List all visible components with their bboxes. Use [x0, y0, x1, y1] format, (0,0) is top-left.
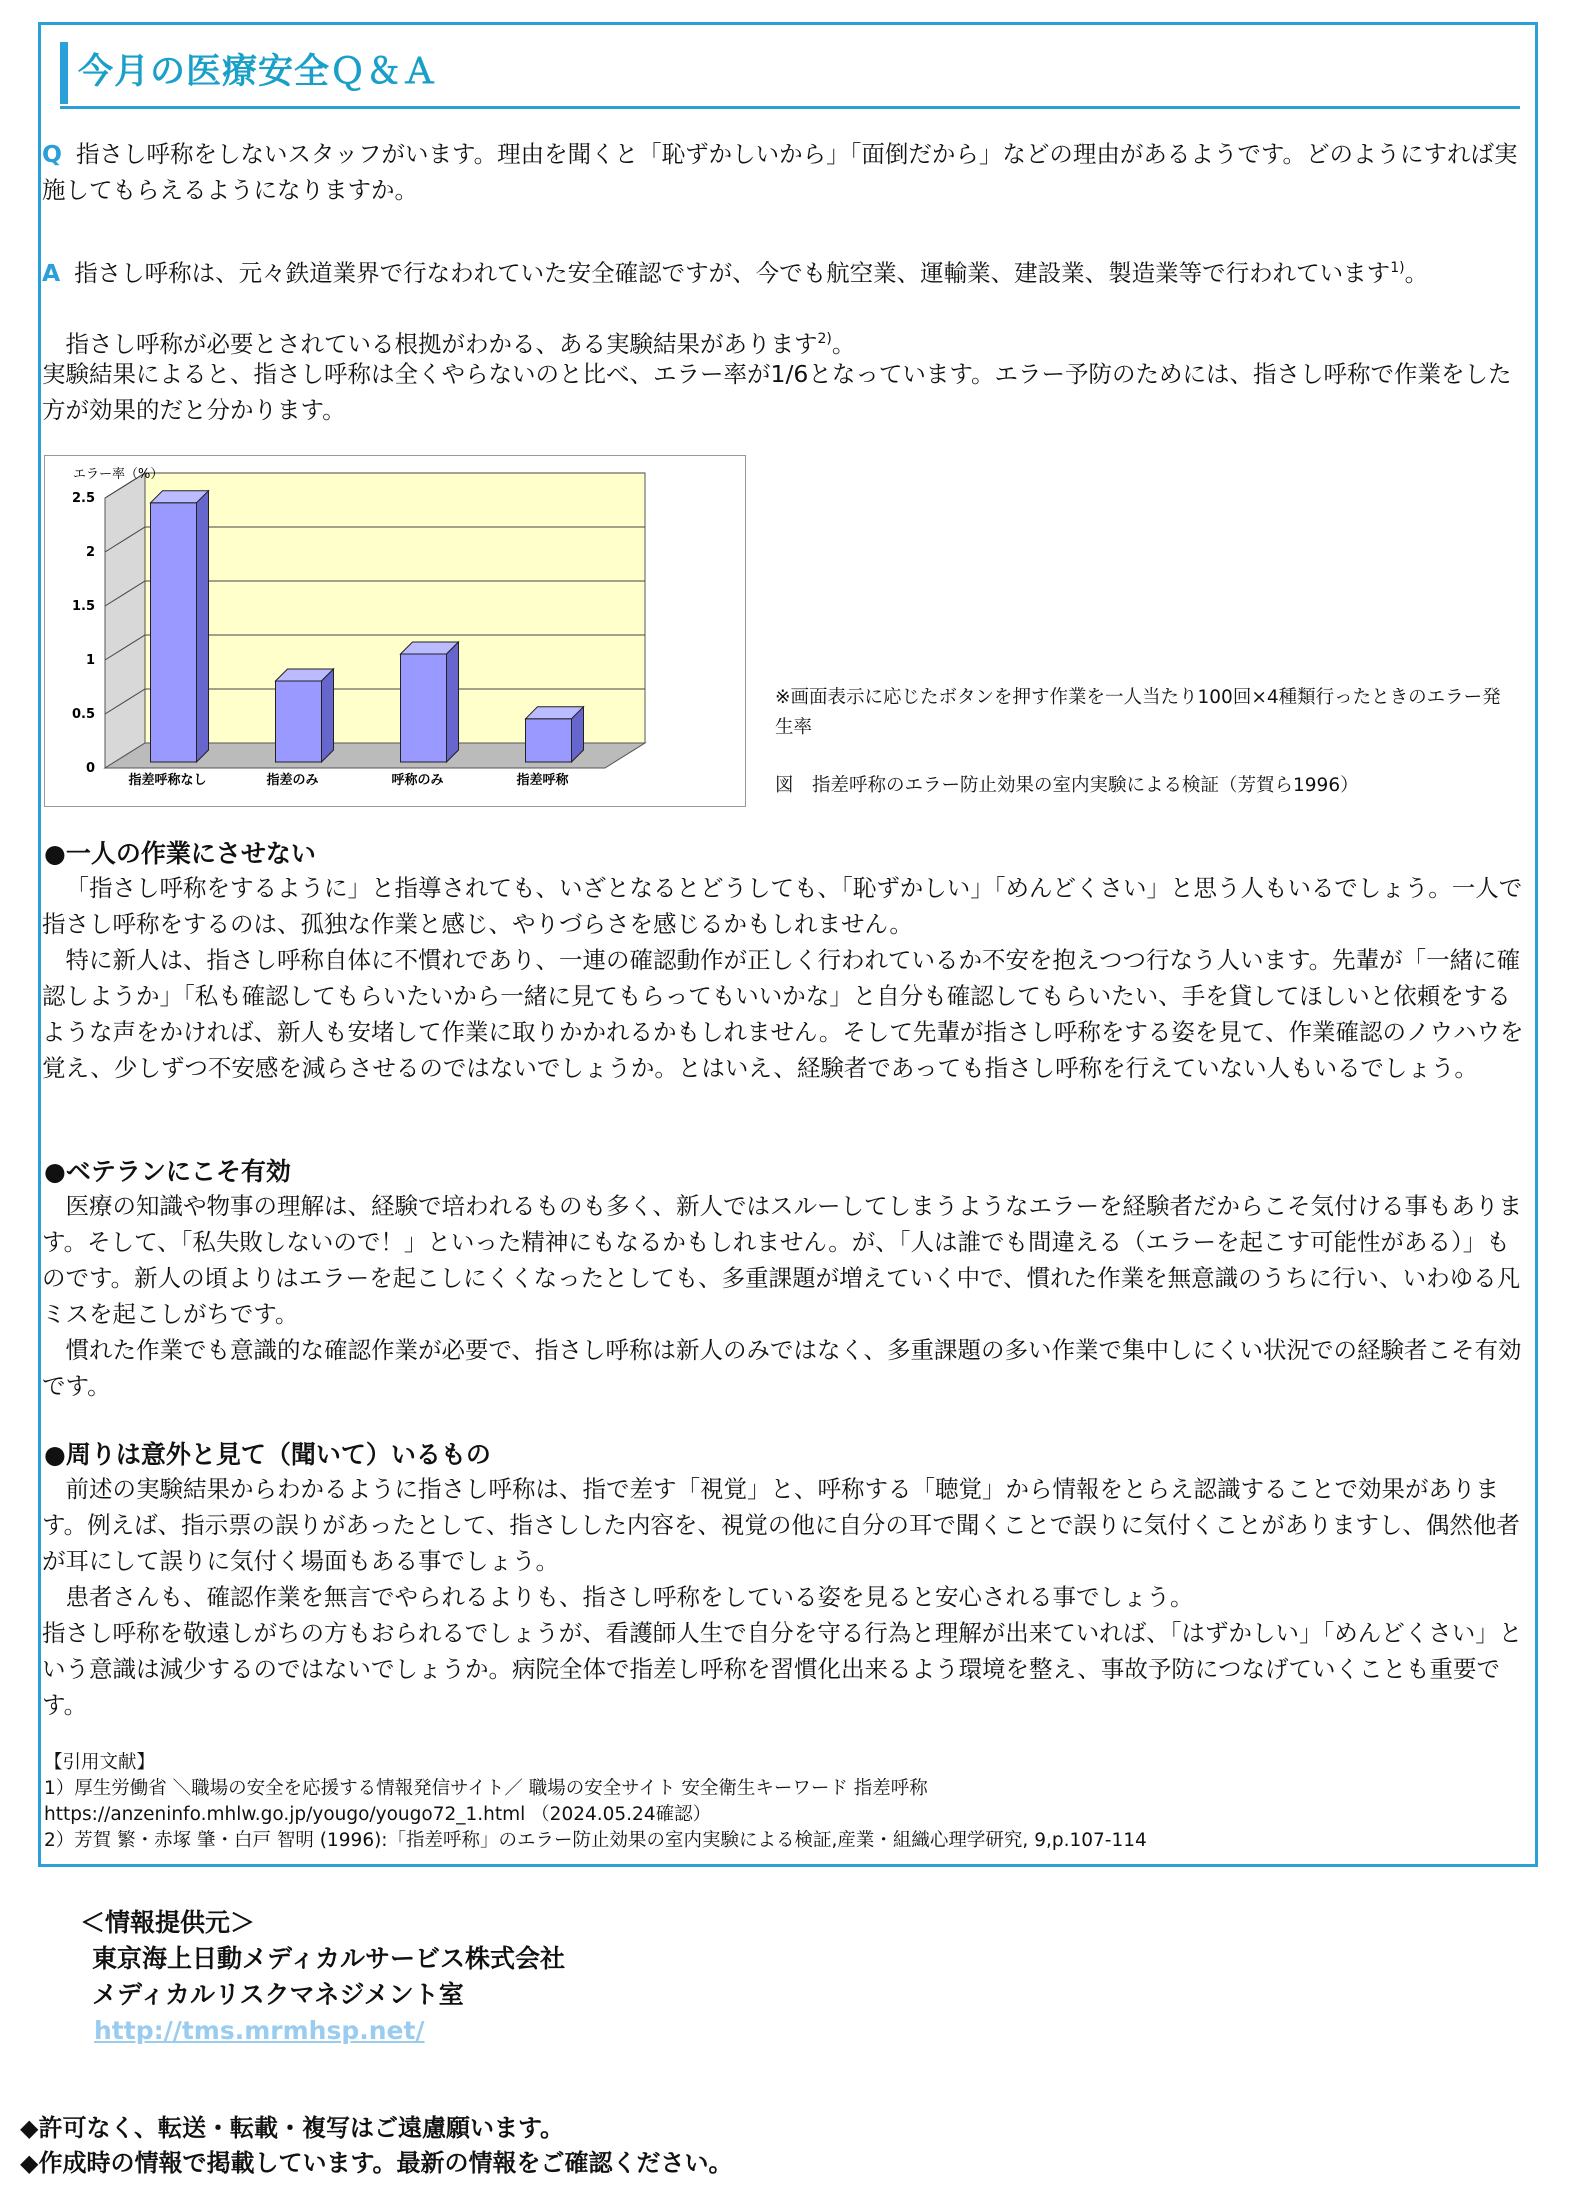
page-title: 今月の医療安全Ｑ＆Ａ: [78, 52, 439, 92]
chart-bar: [401, 654, 447, 762]
chart-x-tick-label: 呼称のみ: [391, 773, 444, 788]
chart-note: ※画面表示に応じたボタンを押す作業を一人当たり100回×4種類行ったときのエラー発生率: [775, 687, 1501, 738]
section-3-para-3: 指さし呼称を敬遠しがちの方もおられるでしょうが、看護師人生で自分を守る行為と理解が出来ていれば、「はずかしい」「めんどくさい」という意識は減少するのではないでしょうか。病院全体で指差し呼称を習慣化出来るよう環境を整え、事故予防につなげていくことも重要です。: [42, 1619, 1523, 1719]
chart-y-tick-label: 0: [85, 761, 95, 776]
section-3-heading: ●周りは意外と見て（聞いて）いるもの: [44, 1440, 491, 1469]
chart-y-tick-label: 2.5: [71, 491, 95, 506]
reference-line-3: 2）芳賀 繁・赤塚 肇・白戸 智明 (1996):「指差呼称」のエラー防止効果の室内実験による検証,産業・組織心理学研究, 9,p.107-114: [44, 1830, 1147, 1851]
provider-block: [80, 1905, 565, 2049]
answer-text-2: 指さし呼称が必要とされている根拠がわかる、ある実験結果があります: [65, 329, 818, 358]
provider-label: ＜情報提供元＞: [80, 1908, 256, 1937]
chart-bar: [526, 719, 572, 762]
chart-svg: [45, 456, 745, 806]
chart-bar-side: [197, 491, 209, 762]
title-underline: [60, 106, 1520, 109]
references: [44, 1750, 1524, 1854]
answer-paragraph-3: 実験結果によると、指さし呼称は全くやらないのと比べ、エラー率が1/6となっています。エラー予防のためには、指さし呼称で作業をした方が効果的だと分かります。: [42, 360, 1512, 424]
title-accent-bar: [60, 42, 68, 104]
chart-y-tick-label: 0.5: [71, 707, 95, 722]
error-rate-chart: [44, 455, 746, 807]
section-2-para-2: 慣れた作業でも意識的な確認作業が必要で、指さし呼称は新人のみではなく、多重課題の多い作業で集中しにくい状況での経験者こそ有効です。: [42, 1336, 1522, 1400]
section-3-para-1: 前述の実験結果からわかるように指さし呼称は、指で差す「視覚」と、呼称する「聴覚」から情報をとらえ認識することで効果があります。例えば、指示票の誤りがあったとして、指さしした内容を、視覚の他に自分の耳で聞くことで誤りに気付くことがありますし、偶然他者が耳にして誤りに気付く場面もある事でしょう。: [42, 1475, 1520, 1575]
question-letter: Q: [42, 140, 62, 168]
chart-x-tick-label: 指差呼称: [516, 773, 569, 788]
ref-sup-1: 1): [1390, 260, 1405, 276]
chart-y-tick-label: 2: [85, 545, 95, 560]
answer-text-1: 指さし呼称は、元々鉄道業界で行なわれていた安全確認ですが、今でも航空業、運輸業、建設業、製造業等で行われています: [74, 258, 1391, 287]
provider-dept: メディカルリスクマネジメント室: [92, 1980, 464, 2009]
answer-text-1-end: 。: [1404, 258, 1429, 287]
chart-bar-side: [447, 642, 459, 762]
chart-x-tick-label: 指差のみ: [266, 773, 319, 788]
chart-plot-wall: [145, 473, 645, 743]
answer-paragraph-1: [42, 250, 1532, 291]
reference-line-1: 1）厚生労働省 ＼職場の安全を応援する情報発信サイト／ 職場の安全サイト 安全衛生キーワード 指差呼称: [44, 1778, 928, 1799]
chart-y-axis-label: エラー率（%）: [73, 467, 164, 482]
reference-line-2: https://anzeninfo.mhlw.go.jp/yougo/yougo72_1.html （2024.05.24確認）: [44, 1804, 712, 1825]
references-heading: 【引用文献】: [44, 1752, 156, 1773]
section-2-para-1: 医療の知識や物事の理解は、経験で培われるものも多く、新人ではスルーしてしまうようなエラーを経験者だからこそ気付ける事もあります。そして、「私失敗しないので！」といった精神にもなるかもしれません。が、「人は誰でも間違える（エラーを起こす可能性がある）」ものです。新人の頃よりはエラーを起こしにくくなったとしても、多重課題が増えていく中で、慣れた作業を無意識のうちに行い、いわゆる凡ミスを起こしがちです。: [42, 1192, 1523, 1328]
question-text: 指さし呼称をしないスタッフがいます。理由を聞くと「恥ずかしいから」「面倒だから」などの理由があるようです。どのようにすれば実施してもらえるようになりますか。: [42, 140, 1518, 204]
section-1-para-1: 「指さし呼称をするように」と指導されても、いざとなるとどうしても、「恥ずかしい」「めんどくさい」と思う人もいるでしょう。一人で指さし呼称をするのは、孤独な作業と感じ、やりづらさを感じるかもしれません。: [42, 874, 1523, 938]
ref-sup-2: 2): [817, 331, 832, 347]
provider-company: 東京海上日動メディカルサービス株式会社: [92, 1944, 566, 1973]
question-paragraph: [42, 136, 1532, 208]
chart-x-tick-label: 指差呼称なし: [128, 773, 207, 788]
answer-text-2-end: 。: [831, 329, 856, 358]
chart-bar: [276, 681, 322, 762]
answer-letter: A: [42, 258, 61, 287]
section-1-heading: ●一人の作業にさせない: [44, 839, 316, 868]
chart-caption: 図 指差呼称のエラー防止効果の室内実験による検証（芳賀ら1996）: [775, 775, 1359, 796]
notice-2: ◆作成時の情報で掲載しています。最新の情報をご確認ください。: [20, 2149, 733, 2177]
provider-url-link[interactable]: http://tms.mrmhsp.net/: [94, 2016, 425, 2045]
chart-y-tick-label: 1.5: [71, 599, 95, 614]
chart-side-wall: [105, 473, 145, 768]
chart-bar-side: [322, 669, 334, 762]
answer-paragraph-2: [42, 322, 1532, 361]
chart-bar: [151, 503, 197, 762]
section-2-heading: ●ベテランにこそ有効: [44, 1157, 291, 1186]
notice-1: ◆許可なく、転送・転載・複写はご遠慮願います。: [20, 2114, 565, 2142]
chart-y-tick-label: 1: [85, 653, 95, 668]
section-3-para-2: 患者さんも、確認作業を無言でやられるよりも、指さし呼称をしている姿を見ると安心される事でしょう。: [65, 1583, 1194, 1611]
section-1-para-2: 特に新人は、指さし呼称自体に不慣れであり、一連の確認動作が正しく行われているか不安を抱えつつ行なう人います。先輩が「一緒に確認しようか」「私も確認してもらいたいから一緒に見てもらってもいいかな」と自分も確認してもらいたい、手を貸してほしいと依頼をするような声をかければ、新人も安堵して作業に取りかかれるかもしれません。そして先輩が指さし呼称をする姿を見て、作業確認のノウハウを覚え、少しずつ不安感を減らさせるのではないでしょうか。とはいえ、経験者であっても指さし呼称を行えていない人もいるでしょう。: [42, 946, 1524, 1082]
